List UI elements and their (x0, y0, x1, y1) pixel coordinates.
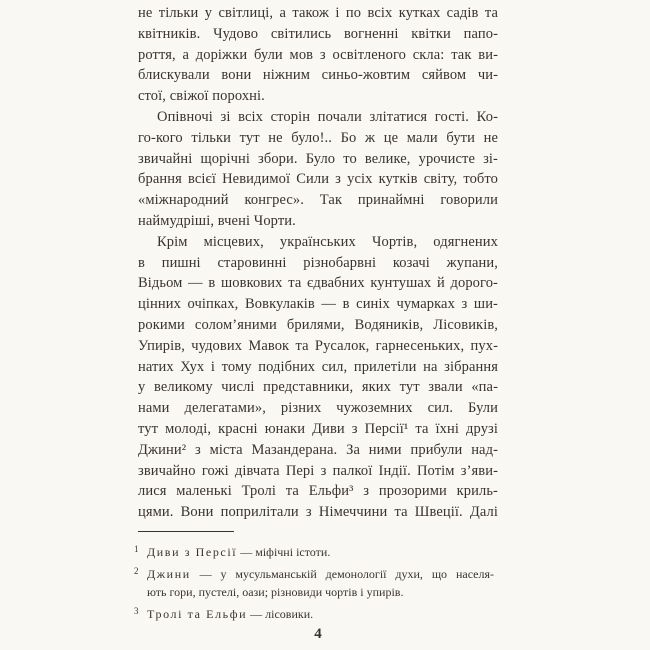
footnote-separator (138, 531, 234, 532)
footnote-term: Джини (147, 567, 191, 581)
body-text-line: квітників. Чудово світились вогненні квітки папо- (138, 25, 498, 42)
body-text-line: блискували вони ніжним синьо-жовтим сяйвом чи- (138, 67, 498, 84)
footnote-text: — міфічні істоти. (237, 545, 331, 559)
footnote-text: — лісовики. (247, 606, 314, 621)
footnote-marker: 2 (134, 566, 139, 576)
body-text-line: роття, а доріжки були мов з освітленого скла: так ви- (138, 46, 498, 63)
body-text-line: звичайні щорічні збори. Було то велике, урочисте зі- (138, 150, 498, 167)
body-text-line: брання всієї Невидимої Сили з усіх кутків світу, тобто (138, 171, 498, 188)
body-text-line: лися маленькі Тролі та Ельфи³ з прозорими криль- (138, 483, 498, 500)
body-text-line: тут молоді, красні юнаки Диви з Персії¹ та їхні друзі (138, 420, 498, 437)
footnote-line (134, 563, 494, 584)
body-text-line: Джини² з міста Мазандерана. За ними прибули над- (138, 441, 498, 458)
footnote-term: Диви з Персії (147, 545, 238, 559)
body-text-line: рокими солом’яними брилями, Водяників, Лісовиків, (138, 316, 498, 333)
footnote-line (134, 603, 494, 624)
body-text-line: Упирів, чудових Мавок та Русалок, гарнесеньких, пух- (138, 337, 498, 354)
body-text-line: звичайно гожі дівчата Пері з палкої Індії. Потім з’яви- (138, 462, 498, 479)
footnote-line (134, 541, 494, 562)
body-text-line: нами делегатами», різних чужоземних сил. Були (138, 400, 498, 417)
footnotes (134, 541, 494, 623)
body-text-line: Відьом — в шовкових та єдвабних кунтушах й дорого- (138, 275, 498, 292)
footnote-text: — у мусульманській демонології духи, що населя- (190, 567, 494, 581)
body-text (138, 3, 498, 523)
body-text-line: го-кого тільки тут не було!.. Бо ж це мали бути не (138, 129, 498, 146)
footnote-marker: 1 (134, 544, 139, 554)
body-text-line: «міжнародний конгрес». Так принаймні говорили (138, 192, 498, 209)
page-number: 4 (314, 626, 322, 642)
footnote-term: Тролі та Ельфи (147, 606, 248, 621)
body-text-line: натих Хух і тому подібних сил, прилетіли на зібрання (138, 358, 498, 375)
body-text-line: наймудріші, вчені Чорти. (138, 212, 296, 229)
body-text-line: не тільки у світлиці, а також і по всіх кутках садів та (138, 5, 498, 21)
body-text-line: у великому числі представники, яких тут звали «па- (138, 379, 498, 396)
body-text-line: Крім місцевих, українських Чортів, одягнених (157, 233, 498, 250)
body-text-line: Опівночі зі всіх сторін почали злітатися гості. Ко- (157, 108, 498, 125)
body-text-line: цями. Вони поприлітали з Німеччини та Швеції. Далі (138, 504, 498, 521)
body-text-line: в пишні старовинні різнобарвні козачі жупани, (138, 254, 498, 271)
body-text-line: стої, свіжої порохні. (138, 88, 265, 105)
footnote-line (134, 584, 494, 602)
body-text-line: цінних очіпках, Вовкулаків — в синіх чумарках з ши- (138, 296, 498, 313)
footnote-text: ють гори, пустелі, оази; різновиди чортів і упирів. (147, 584, 404, 599)
footnote-marker: 3 (134, 605, 139, 616)
